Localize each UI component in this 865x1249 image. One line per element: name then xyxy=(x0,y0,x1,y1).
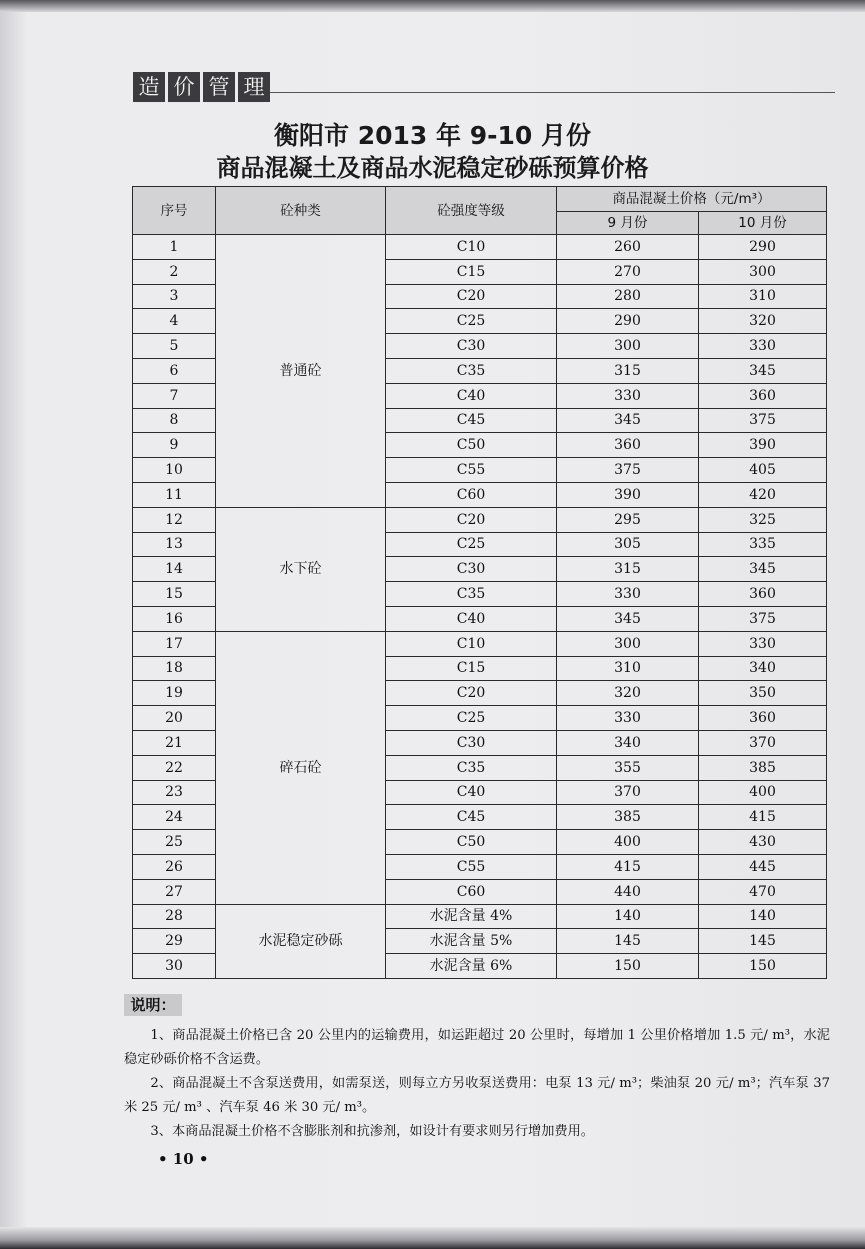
cell-price-sep: 140 xyxy=(557,904,699,929)
note-item: 1、商品混凝土价格已含 20 公里内的运输费用，如运距超过 20 公里时，每增加 1 公里价格增加 1.5 元/ m³，水泥稳定砂砾价格不含运费。 xyxy=(124,1028,830,1067)
cell-price-oct: 335 xyxy=(699,532,827,557)
notes xyxy=(124,1024,830,1144)
cell-seq: 16 xyxy=(133,606,216,631)
header-seq: 序号 xyxy=(133,187,216,235)
cell-price-oct: 340 xyxy=(699,656,827,681)
cell-seq: 23 xyxy=(133,780,216,805)
cell-seq: 25 xyxy=(133,830,216,855)
cell-type: 水下砼 xyxy=(216,507,386,631)
cell-grade: C15 xyxy=(386,259,557,284)
cell-seq: 28 xyxy=(133,904,216,929)
cell-seq: 13 xyxy=(133,532,216,557)
cell-seq: 8 xyxy=(133,408,216,433)
cell-price-sep: 315 xyxy=(557,358,699,383)
table-row xyxy=(133,904,827,929)
cell-price-oct: 345 xyxy=(699,358,827,383)
cell-seq: 22 xyxy=(133,755,216,780)
cell-grade: C25 xyxy=(386,706,557,731)
cell-price-oct: 360 xyxy=(699,706,827,731)
cell-grade: C25 xyxy=(386,532,557,557)
cell-grade: C50 xyxy=(386,830,557,855)
header-price-group: 商品混凝土价格（元/m³） xyxy=(557,187,827,212)
cell-price-sep: 390 xyxy=(557,482,699,507)
section-tag-char: 价 xyxy=(168,72,200,102)
cell-price-sep: 270 xyxy=(557,259,699,284)
cell-price-sep: 345 xyxy=(557,408,699,433)
cell-grade: C45 xyxy=(386,408,557,433)
cell-grade: 水泥含量 4% xyxy=(386,904,557,929)
table-body xyxy=(133,235,827,979)
cell-price-sep: 400 xyxy=(557,830,699,855)
cell-price-oct: 150 xyxy=(699,954,827,979)
cell-grade: 水泥含量 6% xyxy=(386,954,557,979)
cell-price-oct: 375 xyxy=(699,606,827,631)
cell-price-oct: 390 xyxy=(699,433,827,458)
cell-grade: C30 xyxy=(386,557,557,582)
notes-label: 说明： xyxy=(124,994,182,1016)
cell-price-oct: 370 xyxy=(699,730,827,755)
cell-seq: 10 xyxy=(133,458,216,483)
section-tag xyxy=(133,72,270,102)
scan-bottom-edge xyxy=(0,1227,865,1249)
cell-grade: C55 xyxy=(386,458,557,483)
cell-price-sep: 415 xyxy=(557,854,699,879)
cell-seq: 19 xyxy=(133,681,216,706)
cell-type: 普通砼 xyxy=(216,235,386,508)
cell-price-sep: 290 xyxy=(557,309,699,334)
header-september: 9 月份 xyxy=(557,212,699,235)
cell-seq: 3 xyxy=(133,284,216,309)
cell-grade: C60 xyxy=(386,879,557,904)
cell-grade: C20 xyxy=(386,507,557,532)
note-item: 2、商品混凝土不含泵送费用，如需泵送，则每立方另收泵送费用：电泵 13 元/ m³；柴油泵 20 元/ m³；汽车泵 37 米 25 元/ m³ 、汽车泵 46 米 30 元/ m³。 xyxy=(124,1076,830,1115)
cell-price-sep: 260 xyxy=(557,235,699,260)
header-type: 砼种类 xyxy=(216,187,386,235)
cell-seq: 7 xyxy=(133,383,216,408)
cell-price-oct: 320 xyxy=(699,309,827,334)
table-row xyxy=(133,507,827,532)
cell-seq: 26 xyxy=(133,854,216,879)
cell-grade: C10 xyxy=(386,235,557,260)
cell-price-oct: 405 xyxy=(699,458,827,483)
cell-seq: 6 xyxy=(133,358,216,383)
cell-price-oct: 310 xyxy=(699,284,827,309)
cell-grade: C55 xyxy=(386,854,557,879)
cell-price-oct: 400 xyxy=(699,780,827,805)
cell-seq: 14 xyxy=(133,557,216,582)
cell-price-oct: 330 xyxy=(699,334,827,359)
cell-seq: 12 xyxy=(133,507,216,532)
cell-price-sep: 375 xyxy=(557,458,699,483)
price-table xyxy=(132,186,827,979)
cell-seq: 30 xyxy=(133,954,216,979)
cell-grade: C30 xyxy=(386,730,557,755)
cell-seq: 20 xyxy=(133,706,216,731)
cell-price-sep: 150 xyxy=(557,954,699,979)
cell-price-oct: 360 xyxy=(699,383,827,408)
cell-grade: C30 xyxy=(386,334,557,359)
cell-seq: 27 xyxy=(133,879,216,904)
page-number: • 10 • xyxy=(158,1150,209,1168)
cell-seq: 9 xyxy=(133,433,216,458)
cell-price-sep: 340 xyxy=(557,730,699,755)
cell-price-oct: 290 xyxy=(699,235,827,260)
table-row xyxy=(133,235,827,260)
cell-grade: 水泥含量 5% xyxy=(386,929,557,954)
cell-grade: C45 xyxy=(386,805,557,830)
cell-price-sep: 370 xyxy=(557,780,699,805)
cell-price-sep: 320 xyxy=(557,681,699,706)
cell-price-sep: 280 xyxy=(557,284,699,309)
cell-price-sep: 360 xyxy=(557,433,699,458)
cell-grade: C35 xyxy=(386,755,557,780)
cell-price-oct: 350 xyxy=(699,681,827,706)
cell-price-sep: 330 xyxy=(557,383,699,408)
page-title: 衡阳市 2013 年 9-10 月份 xyxy=(274,121,591,150)
cell-seq: 11 xyxy=(133,482,216,507)
cell-price-oct: 300 xyxy=(699,259,827,284)
page-subtitle: 商品混凝土及商品水泥稳定砂砾预算价格 xyxy=(216,154,649,182)
cell-price-oct: 145 xyxy=(699,929,827,954)
cell-price-sep: 310 xyxy=(557,656,699,681)
cell-price-sep: 440 xyxy=(557,879,699,904)
cell-price-oct: 470 xyxy=(699,879,827,904)
cell-price-oct: 375 xyxy=(699,408,827,433)
cell-seq: 29 xyxy=(133,929,216,954)
cell-grade: C35 xyxy=(386,358,557,383)
cell-grade: C40 xyxy=(386,780,557,805)
cell-price-sep: 145 xyxy=(557,929,699,954)
cell-grade: C40 xyxy=(386,383,557,408)
cell-price-sep: 330 xyxy=(557,582,699,607)
cell-price-oct: 325 xyxy=(699,507,827,532)
cell-grade: C35 xyxy=(386,582,557,607)
cell-price-sep: 315 xyxy=(557,557,699,582)
cell-price-oct: 345 xyxy=(699,557,827,582)
cell-seq: 1 xyxy=(133,235,216,260)
cell-price-sep: 330 xyxy=(557,706,699,731)
header-october: 10 月份 xyxy=(699,212,827,235)
cell-price-oct: 140 xyxy=(699,904,827,929)
header-rule xyxy=(270,92,835,93)
cell-seq: 24 xyxy=(133,805,216,830)
cell-price-sep: 385 xyxy=(557,805,699,830)
cell-price-oct: 415 xyxy=(699,805,827,830)
cell-price-sep: 300 xyxy=(557,334,699,359)
cell-seq: 5 xyxy=(133,334,216,359)
cell-seq: 15 xyxy=(133,582,216,607)
cell-seq: 18 xyxy=(133,656,216,681)
scan-top-shadow xyxy=(0,0,865,12)
cell-grade: C20 xyxy=(386,284,557,309)
section-tag-char: 造 xyxy=(133,72,165,102)
cell-grade: C15 xyxy=(386,656,557,681)
cell-price-oct: 330 xyxy=(699,631,827,656)
cell-seq: 2 xyxy=(133,259,216,284)
header-grade: 砼强度等级 xyxy=(386,187,557,235)
cell-grade: C10 xyxy=(386,631,557,656)
cell-seq: 21 xyxy=(133,730,216,755)
cell-price-sep: 295 xyxy=(557,507,699,532)
cell-grade: C20 xyxy=(386,681,557,706)
cell-grade: C50 xyxy=(386,433,557,458)
section-tag-char: 管 xyxy=(203,72,235,102)
table-row xyxy=(133,631,827,656)
cell-price-oct: 385 xyxy=(699,755,827,780)
cell-seq: 4 xyxy=(133,309,216,334)
cell-price-oct: 430 xyxy=(699,830,827,855)
cell-type: 碎石砼 xyxy=(216,631,386,904)
cell-grade: C60 xyxy=(386,482,557,507)
cell-price-sep: 305 xyxy=(557,532,699,557)
cell-price-sep: 300 xyxy=(557,631,699,656)
cell-seq: 17 xyxy=(133,631,216,656)
cell-price-sep: 345 xyxy=(557,606,699,631)
section-tag-char: 理 xyxy=(238,72,270,102)
cell-grade: C25 xyxy=(386,309,557,334)
cell-type: 水泥稳定砂砾 xyxy=(216,904,386,978)
cell-price-oct: 445 xyxy=(699,854,827,879)
cell-grade: C40 xyxy=(386,606,557,631)
cell-price-oct: 420 xyxy=(699,482,827,507)
cell-price-oct: 360 xyxy=(699,582,827,607)
cell-price-sep: 355 xyxy=(557,755,699,780)
note-item: 3、本商品混凝土价格不含膨胀剂和抗渗剂，如设计有要求则另行增加费用。 xyxy=(150,1124,594,1139)
